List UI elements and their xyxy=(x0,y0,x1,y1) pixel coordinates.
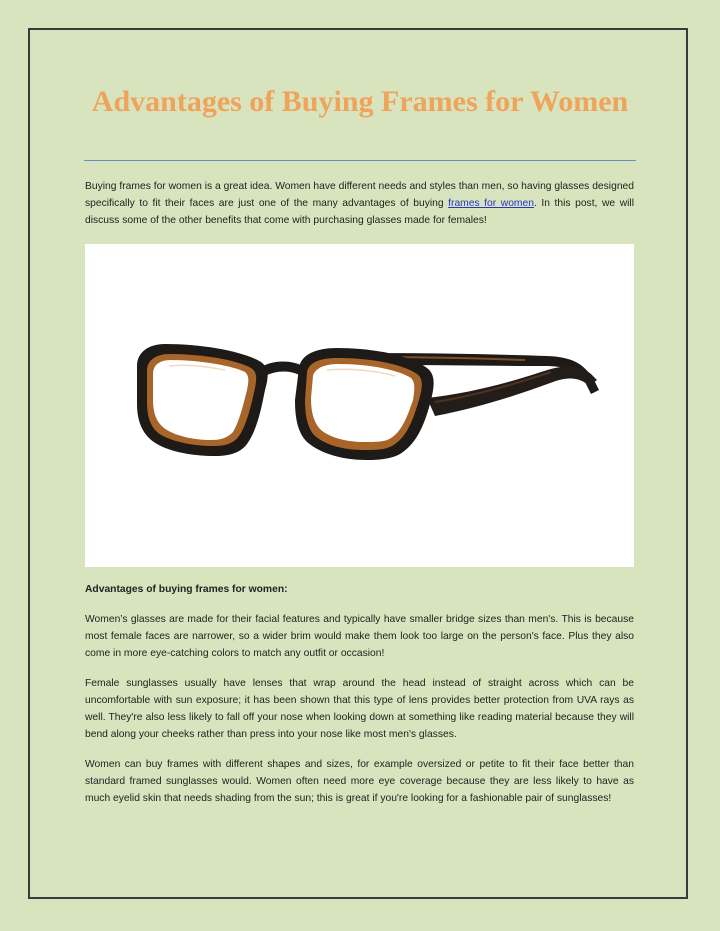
page-title: Advantages of Buying Frames for Women xyxy=(91,85,629,118)
bridge xyxy=(263,362,303,377)
intro-text-after: . In this post, we will discuss some of the other benefits that come with purchasing glasses made for females! xyxy=(85,198,634,226)
body-paragraph-2: Female sunglasses usually have lenses that wrap around the head instead of straight across which can be uncomfortable with sun exposure; it has been shown that this type of lens provides better protection from UVA rays as well. They're also less likely to fall off your nose when looking down at something like reading material because they will bend along your cheeks rather than press into your nose like most men's glasses. xyxy=(85,678,634,740)
section-subheading: Advantages of buying frames for women: xyxy=(85,584,288,595)
eyeglasses-illustration xyxy=(85,244,634,567)
body-paragraph-3: Women can buy frames with different shapes and sizes, for example oversized or petite to fit their face better than standard framed sunglasses would. Women often need more eye coverage because they are less likely to have as much eyelid skin that needs shading from the sun; this is great if you're looking for a fashionable pair of sunglasses! xyxy=(85,759,634,804)
body-paragraph-1: Women’s glasses are made for their facial features and typically have smaller bridge sizes than men's. This is because most female faces are narrower, so a wider brim would make them look too large on the person's face. Plus they also come in more eye-catching colors to match any outfit or occasion! xyxy=(85,614,634,659)
intro-paragraph xyxy=(85,178,634,229)
frames-for-women-link[interactable]: frames for women xyxy=(448,198,534,209)
eyeglasses-photo xyxy=(85,244,634,567)
near-temple-arm xyxy=(427,366,597,416)
article-body xyxy=(85,178,634,820)
title-divider xyxy=(84,160,636,161)
intro-text-before: Buying frames for women is a great idea. Women have different needs and styles than men, so having glasses designed specifically to fit their faces are just one of the many advantages of buying xyxy=(85,181,634,209)
